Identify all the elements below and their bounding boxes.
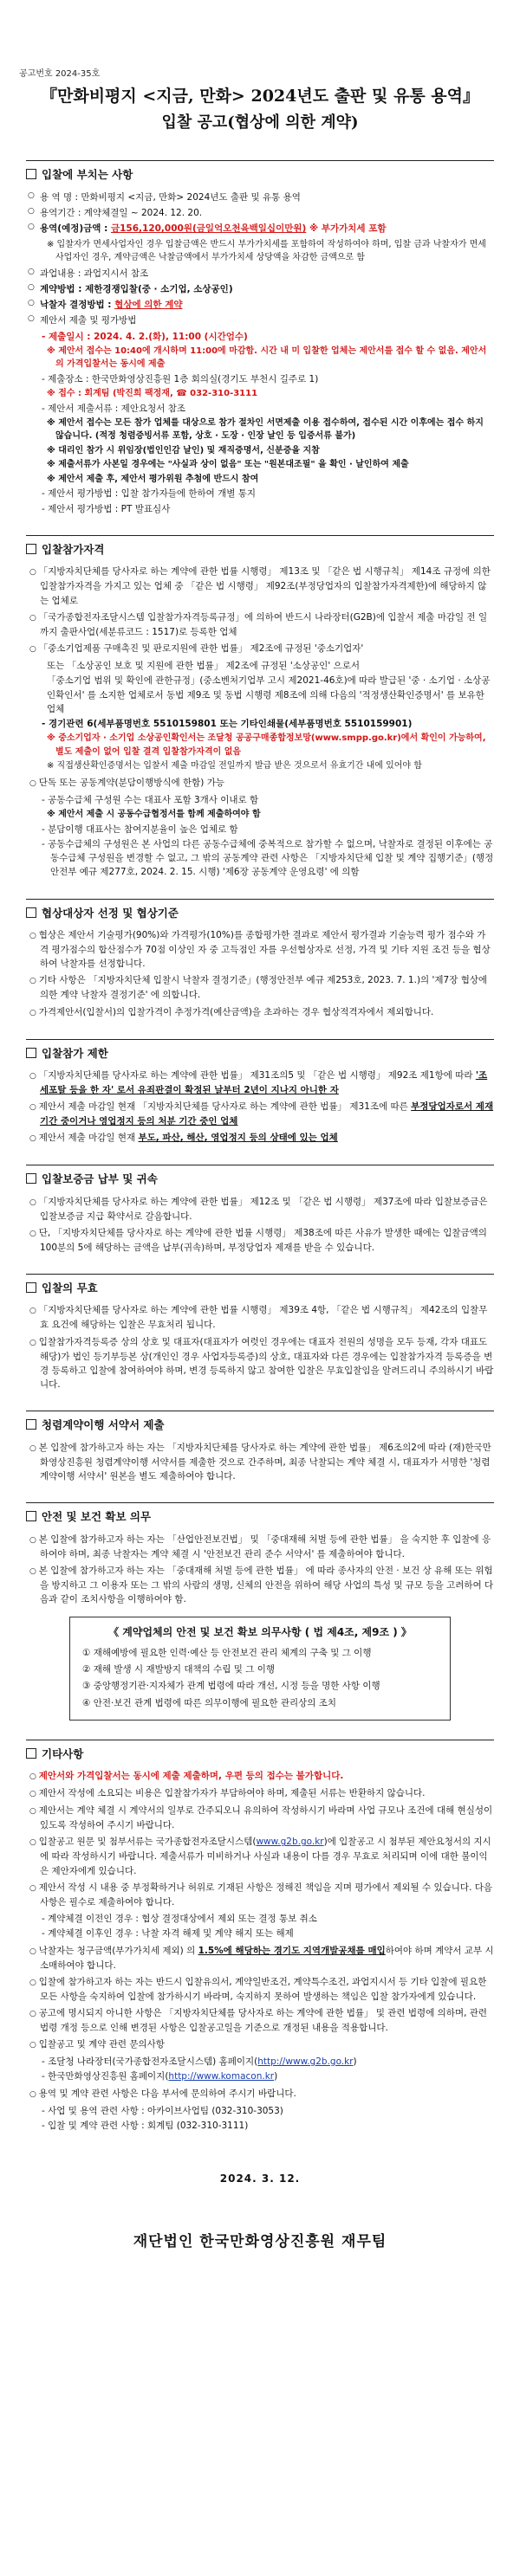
qualification-4: ○ 단독 또는 공동계약(분담이행방식에 한함) 가능: [26, 776, 494, 791]
checkbox-icon: [26, 1048, 36, 1058]
qualification-3c: 「중소기업 범위 및 확인에 관한규정」(중소벤처기업부 고시 제2021-46호)에 따라 발급된 '중 · 소기업 · 소상공인확인서' 를 소지한 업체로서 동법 제9조 및 동법 시행령 제8조에 의해 다음의 '적정생산확인증명서' 를 보유한 업체: [47, 675, 491, 714]
restriction-1: ○ 「지방자치단체를 당사자로 하는 계약에 관한 법률」 제31조의5 및 「같은 법 시행령」 제92조 제1항에 따라 '조세포탈 등을 한 자' 로서 유죄판결이 확정된 날부터 2년이 지나지 아니한 자: [26, 1068, 494, 1097]
other-8: ○ 공고에 명시되지 아니한 사항은 「지방자치단체를 당사자로 하는 계약에 관한 법률」 및 관련 법령에 의하며, 관련 법령 개정 등으로 인해 변경된 사항은 입찰공고일을 기준으로 개정된 내용을 적용합니다.: [26, 2006, 494, 2035]
service-name: ○ 용 역 명 : 만화비평지 <지금, 만화> 2024년도 출판 및 유통 용역: [26, 190, 494, 204]
submission-contact: ※ 접수 : 회계팀 (박진희 팩정재, ☎ 032-310-3111: [47, 389, 258, 399]
submission-place: - 제출장소 : 한국만화영상진흥원 1층 회의실(경기도 부천시 길주로 1): [42, 373, 319, 384]
section-title: 안전 및 보건 확보 의무: [26, 1502, 494, 1525]
scope: ○ 과업내용 : 과업지시서 참조: [26, 267, 494, 281]
section-title: 청렴계약이행 서약서 제출: [26, 1411, 494, 1433]
qualification-4b: ※ 제안서 제출 시 공동수급협정서를 함께 제출하여야 함: [47, 810, 261, 820]
submission-deadline: - 제출일시 : 2024. 4. 2.(화), 11:00 (시간엄수): [42, 331, 248, 342]
checkbox-icon: [26, 907, 36, 918]
submission-note-4: ※ 제안서 제출 후, 제안서 평가위원 추첨에 반드시 참여: [47, 474, 259, 484]
submission-docs: - 제안서 제출서류 : 제안요청서 참조: [42, 403, 186, 414]
notice-number: 공고번호 2024-35호: [19, 69, 101, 79]
safety-1: ○ 본 입찰에 참가하고자 하는 자는 「산업안전보건법」 및 「중대재해 처벌 등에 관한 법률」 을 숙지한 후 입찰에 응하여야 하며, 최종 낙찰자는 계약 체결 시 '안전보건 관리 준수 서약서' 를 제출하여야 합니다.: [26, 1533, 494, 1561]
restriction-3: ○ 제안서 제출 마감일 현재 부도, 파산, 해산, 영업정지 등의 상태에 있는 업체: [26, 1131, 494, 1146]
qualification-3: ○ 「중소기업제품 구매촉진 및 판로지원에 관한 법률」 제2조에 규정된 '중소기업자': [26, 642, 494, 656]
section-title: 입찰에 부치는 사항: [26, 160, 494, 183]
safety-duty-item: ② 재해 발생 시 재발방지 대책의 수립 및 그 이행: [82, 1664, 276, 1675]
other-2: ○ 제안서 작성에 소요되는 비용은 입찰참가자가 부담하여야 하며, 제출된 서류는 반환하지 않습니다.: [26, 1786, 494, 1801]
section-other: [26, 1740, 494, 2133]
g2b-link[interactable]: www.g2b.go.kr: [256, 1837, 324, 1848]
other-3: ○ 제안서는 계약 체결 시 계약서의 일부로 간주되오니 유의하여 작성하시기 바라며 사업 규모나 조건에 대해 현실성이 있도록 작성하여 주시기 바랍니다.: [26, 1804, 494, 1832]
section-deposit: [26, 1165, 494, 1255]
evaluation-pt: - 제안서 평가방법 : PT 발표심사: [42, 503, 171, 514]
invalidity-2: ○ 입찰참가자격등록증 상의 상호 및 대표자(대표자가 여럿인 경우에는 대표자 전원의 성명을 모두 등재, 각자 대표도 해당)가 법인 등기부등본 상(개인인 경우 사업자등록증)의 상호, 대표자와 다른 경우에는 입찰참가자격 등록증을 변경 등록하고 입찰에 참여하여야 하며, 변경 등록하지 않고 참여한 입찰은 무효입찰임을 알려드리니 주의하시기 바랍니다.: [26, 1335, 494, 1392]
invalidity-1: ○ 「지방자치단체를 당사자로 하는 계약에 관한 법률 시행령」 제39조 4항, 「같은 법 시행규칙」 제42조의 입찰무효 요건에 해당하는 입찰은 무효처리 됩니다.: [26, 1303, 494, 1332]
negotiation-2: ○ 기타 사항은 「지방자치단체 입찰시 낙찰자 결정기준」(행정안전부 예규 제253호, 2023. 7. 1.)의 '제7장 협상에 의한 계약 낙찰자 결정기준' 에 의합니다.: [26, 973, 494, 1002]
checkbox-icon: [26, 1173, 36, 1184]
other-9b: - 한국만화영상진흥원 홈페이지(http://www.komacon.kr): [42, 2071, 278, 2082]
komacon-home-link[interactable]: http://www.komacon.kr: [168, 2071, 275, 2082]
negotiation-1: ○ 협상은 제안서 기술평가(90%)와 가격평가(10%)를 종합평가한 결과로 제안서 평가결과 기술능력 평가 점수와 가격 평가점수의 합산점수가 70점 이상인 자 중 고득점인 자를 우선협상자로 선정, 가격 및 기타 지원 조건 등을 협상하여 낙찰자를 선정합니다.: [26, 928, 494, 971]
g2b-home-link[interactable]: http://www.g2b.go.kr: [257, 2056, 354, 2068]
section-title: 입찰참가자격: [26, 535, 494, 558]
checkbox-icon: [26, 1511, 36, 1521]
other-5a: - 계약체결 이전인 경우 : 협상 결정대상에서 제외 또는 결정 통보 취소: [42, 1914, 317, 1925]
other-5: ○ 제안서 작성 시 내용 중 부정확하거나 허위로 기재된 사항은 정해진 책임을 지며 평가에서 제외될 수 있습니다. 다음 사항은 필수로 제출하여야 합니다.: [26, 1881, 494, 1909]
other-6: ○ 낙찰자는 청구금액(부가가치세 제외) 의 1.5%에 해당하는 경기도 지역개발공채를 매입하여야 하며 계약서 교부 시 소매하여야 합니다.: [26, 1944, 494, 1972]
integrity-1: ○ 본 입찰에 참가하고자 하는 자는 「지방자치단체를 당사자로 하는 계약에 관한 법률」 제6조의2에 따라 (재)한국만화영상진흥원 청렴계약이행 서약서를 제출한 것으로 간주하며, 최종 낙찰되는 계약 체결 시, 대표자가 서명한 '청렴계약이행 서약서' 원본을 별도 제출하여야 합니다.: [26, 1441, 494, 1483]
issuer-name: 재단법인 한국만화영상진흥원 재무팀: [133, 2232, 387, 2250]
safety-duty-item: ③ 중앙행정기관·지자체가 관계 법령에 따라 개선, 시정 등을 명한 사항 이행: [82, 1681, 380, 1692]
service-budget: ○ 용역(예정)금액 : 금156,120,000원(금일억오천육백일십이만원) ※ 부가가치세 포함: [26, 222, 494, 236]
checkbox-icon: [26, 1419, 36, 1430]
section-safety: [26, 1502, 494, 1721]
section-title: 입찰참가 제한: [26, 1039, 494, 1062]
other-10: ○ 용역 및 계약 관련 사항은 다음 부서에 문의하여 주시기 바랍니다.: [26, 2087, 494, 2101]
evaluation-method: - 제안서 평가방법 : 입찰 참가자들에 한하여 개별 통지: [42, 488, 257, 500]
document-title: 『만화비평지 <지금, 만화> 2024년도 출판 및 유통 용역』: [40, 87, 479, 106]
section-bid-items: [26, 160, 494, 516]
restriction-2: ○ 제안서 제출 마감일 현재 「지방자치단체를 당사자로 하는 계약에 관한 법률」 제31조에 따른 부정당업자로서 제재기간 중이거나 영업정지 등의 처분 기간 중인 업체: [26, 1100, 494, 1128]
qualification-3f: ※ 직접생산확인증명서는 입찰서 제출 마감일 전일까지 발급 받은 것으로서 유효기간 내에 있어야 함: [47, 761, 422, 772]
qualification-2: ○ 「국가종합전자조달시스템 입찰참가자격등록규정」에 의하여 반드시 나라장터(G2B)에 입찰서 제출 마감일 전 일까지 출판사업(세분류코드 : 1517)로 등록한 업체: [26, 610, 494, 639]
other-1: ○ 제안서와 가격입찰서는 동시에 제출 제출하며, 우편 등의 접수는 불가합니다.: [26, 1769, 494, 1784]
safety-box-title: 《 계약업체의 안전 및 보건 확보 의무사항 ( 법 제4조, 제9조 ) 》: [108, 1626, 412, 1639]
section-integrity: [26, 1411, 494, 1483]
qualification-3d: - 경기관련 6(세부품명번호 5510159801 또는 기타인쇄물(세부품명번호 5510159901): [42, 719, 413, 730]
budget-note: ※ 입찰자가 면세사업자인 경우 입찰금액은 반드시 부가가치세를 포함하여 작성하여야 하며, 입찰 금과 낙찰자가 면세사업자인 경우, 계약금액은 낙찰금액에서 부가가치세 상당액을 차감한 금액으로 함: [47, 239, 486, 263]
notice-date: 2024. 3. 12.: [219, 2172, 301, 2185]
section-restrictions: [26, 1039, 494, 1146]
checkbox-icon: [26, 544, 36, 554]
section-title: 협상대상자 선정 및 협상기준: [26, 899, 494, 921]
section-title: 입찰보증금 납부 및 귀속: [26, 1165, 494, 1187]
safety-duty-item: ④ 안전·보건 관계 법령에 따른 의무이행에 필요한 관리상의 조치: [82, 1697, 337, 1708]
submission-note-2: ※ 대리인 참가 시 위임장(법인인감 날인) 및 재직증명서, 신분증을 지참: [47, 445, 320, 455]
safety-duty-item: ① 재해예방에 필요한 인력·예산 등 안전보건 관리 체계의 구축 및 그 이행: [82, 1647, 372, 1658]
qualification-3b: 또는 「소상공인 보호 및 지원에 관한 법률」 제2조에 규정된 '소상공인' 으로서: [47, 660, 360, 671]
other-5b: - 계약체결 이후인 경우 : 낙찰 자격 해제 및 계약 해지 또는 해제: [42, 1928, 294, 1940]
section-invalidity: [26, 1274, 494, 1391]
negotiation-3: ○ 가격제안서(입찰서)의 입찰가격이 추정가격(예산금액)을 초과하는 경우 협상적격자에서 제외합니다.: [26, 1005, 494, 1020]
submission-note-3: ※ 제출서류가 사본일 경우에는 "사실과 상이 없음" 또는 "원본대조필" 을 확인 · 날인하여 제출: [47, 460, 409, 470]
safety-2: ○ 본 입찰에 참가하고자 하는 자는 「중대재해 처벌 등에 관한 법률」 에 따라 종사자의 안전 · 보건 상 유해 또는 위험을 방지하고 그 이용자 또는 그 밖의 사람의 생명, 신체의 안전을 위하여 해당 사업의 특성 및 규모 등을 고려하여 다음과 같이 조치사항을 이행하여야 함.: [26, 1564, 494, 1606]
submission-head: ○ 제안서 제출 및 평가방법: [26, 313, 494, 327]
section-title: 입찰의 무효: [26, 1274, 494, 1296]
submission-note-1: ※ 제안서 접수는 모든 참가 업체를 대상으로 참가 절차인 서면제출 이용 접수하여, 접수된 시간 이후에는 접수 하지 않습니다. (적정 청렴증빙서류 포함, 상호 · 도장 · 인장 날인 등 입증서류 불가): [47, 417, 484, 442]
submission-deadline-note: ※ 제안서 접수는 10:40에 개시하며 11:00에 마감함. 시간 내 미 입찰한 업체는 제안서를 접수 할 수 없음. 제안서의 가격입찰서는 동시에 제출: [47, 345, 487, 370]
checkbox-icon: [26, 169, 36, 179]
qualification-3e: ※ 중소기업자 · 소기업 소상공인확인서는 조달청 공공구매종합정보망(www.smpp.go.kr)에서 확인이 가능하여, 별도 제출이 없어 입찰 결격 입찰참가자격이 없음: [47, 733, 486, 757]
deposit-2: ○ 단, 「지방자치단체를 당사자로 하는 계약에 관한 법률 시행령」 제38조에 따른 사유가 발생한 때에는 입찰금액의 100분의 5에 해당하는 금액을 납부(귀속)하며, 부정당업자 제재를 받을 수 있습니다.: [26, 1226, 494, 1255]
qualification-4a: - 공동수급체 구성원 수는 대표사 포함 3개사 이내로 함: [42, 794, 259, 805]
award-method: ○ 낙찰자 결정방법 : 협상에 의한 계약: [26, 298, 494, 312]
other-7: ○ 입찰에 참가하고자 하는 자는 반드시 입찰유의서, 계약일반조건, 계약특수조건, 과업지시서 등 기타 입찰에 필요한 모든 사항을 숙지하여 입찰에 참가하시기 바라며, 숙지하지 못하여 발생하는 책임은 입찰 참가자에게 있습니다.: [26, 1975, 494, 2004]
contract-method: ○ 계약방법 : 제한경쟁입찰(중 · 소기업, 소상공인): [26, 282, 494, 296]
other-4: ○ 입찰공고 원문 및 첨부서류는 국가종합전자조달시스템(www.g2b.go.kr)에 입찰공고 시 첨부된 제안요청서의 지시에 따라 작성하시기 바랍니다. 제출서류가 미비하거나 사실과 내용이 다를 경우 무효로 처리되며 이에 대한 불이익은 제안자에게 있습니다.: [26, 1835, 494, 1877]
document-subtitle: 입찰 공고(협상에 의한 계약): [161, 113, 359, 132]
section-negotiation: [26, 899, 494, 1020]
section-qualification: [26, 535, 494, 880]
other-9: ○ 입찰공고 및 계약 관련 문의사항: [26, 2037, 494, 2052]
safety-duties-box: [69, 1617, 451, 1721]
other-10a: - 사업 및 용역 관련 사항 : 아카이브사업팀 (032-310-3053): [42, 2105, 283, 2116]
deposit-1: ○ 「지방자치단체를 당사자로 하는 계약에 관한 법률」 제12조 및 「같은 법 시행령」 제37조에 따라 입찰보증금은 입찰보증금 지급 확약서로 갈음합니다.: [26, 1195, 494, 1223]
checkbox-icon: [26, 1748, 36, 1759]
checkbox-icon: [26, 1282, 36, 1293]
qualification-4d: - 공동수급체의 구성원은 본 사업의 다른 공동수급체에 중복적으로 참가할 수 없으며, 낙찰자로 결정된 이후에는 공동수급체 구성원을 변경할 수 없고, 그 밖의 공동계약 관련 사항은 「지방자치단체 입찰 및 계약 집행기준」(행정안전부 예규 제277호, 2024. 2. 15. 시행) '제6장 공동계약 운영요령' 에 의함: [42, 838, 494, 878]
section-title: 기타사항: [26, 1740, 494, 1762]
qualification-1: ○ 「지방자치단체를 당사자로 하는 계약에 관한 법률 시행령」 제13조 및 「같은 법 시행규칙」 제14조 규정에 의한 입찰참가자격을 가지고 있는 업체 중 「같은 법 시행령」 제92조(부정당업자의 입찰참가자격제한)에 해당하지 않는 업체로: [26, 565, 494, 607]
other-9a: - 조달청 나라장터(국가종합전자조달시스템) 홈페이지(http://www.g2b.go.kr): [42, 2056, 357, 2068]
qualification-4c: - 분담이행 대표사는 참여지분율이 높은 업체로 함: [42, 823, 238, 835]
other-10b: - 입찰 및 계약 관련 사항 : 회계팀 (032-310-3111): [42, 2120, 249, 2131]
service-period: ○ 용역기간 : 계약체결일 ~ 2024. 12. 20.: [26, 206, 494, 220]
